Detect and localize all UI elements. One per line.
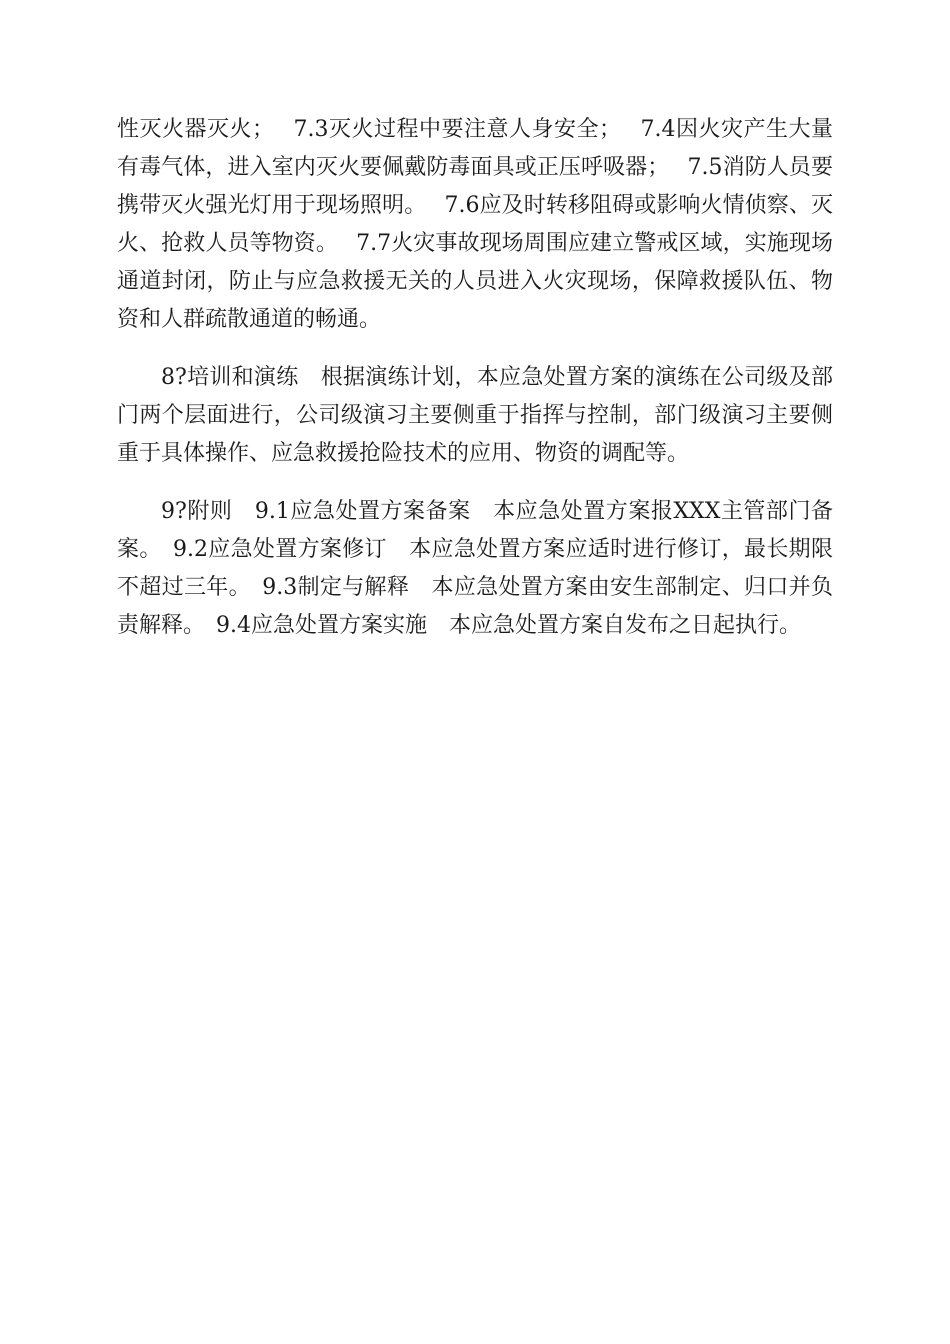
paragraph-training-drills: 8?培训和演练 根据演练计划，本应急处置方案的演练在公司级及部门两个层面进行，公司级演习主要侧重于指挥与控制，部门级演习主要侧重于具体操作、应急救援抢险技术的应用、物资的调配等。 [117, 365, 833, 466]
paragraph-appendix: 9?附则 9.1应急处置方案备案 本应急处置方案报XXX主管部门备案。 9.2应急处置方案修订 本应急处置方案应适时进行修订，最长期限不超过三年。 9.3制定与解释 本应急处置方案由安生部制定、归口并负责解释。 9.4应急处置方案实施 本应急处置方案自发布之日起执行。 [117, 499, 833, 638]
paragraph-fire-measures: 性灭火器灭火； 7.3灭火过程中要注意人身安全； 7.4因火灾产生大量有毒气体，进入室内灭火要佩戴防毒面具或正压呼吸器； 7.5消防人员要携带灭火强光灯用于现场照明。 7.6应及时转移阻碍或影响火情侦察、灭火、抢救人员等物资。 7.7火灾事故现场周围应建立警戒区域，实施现场通道封闭，防止与应急救援无关的人员进入火灾现场，保障救援队伍、物资和人群疏散通道的畅通。 [117, 117, 833, 332]
document-body [117, 111, 833, 665]
